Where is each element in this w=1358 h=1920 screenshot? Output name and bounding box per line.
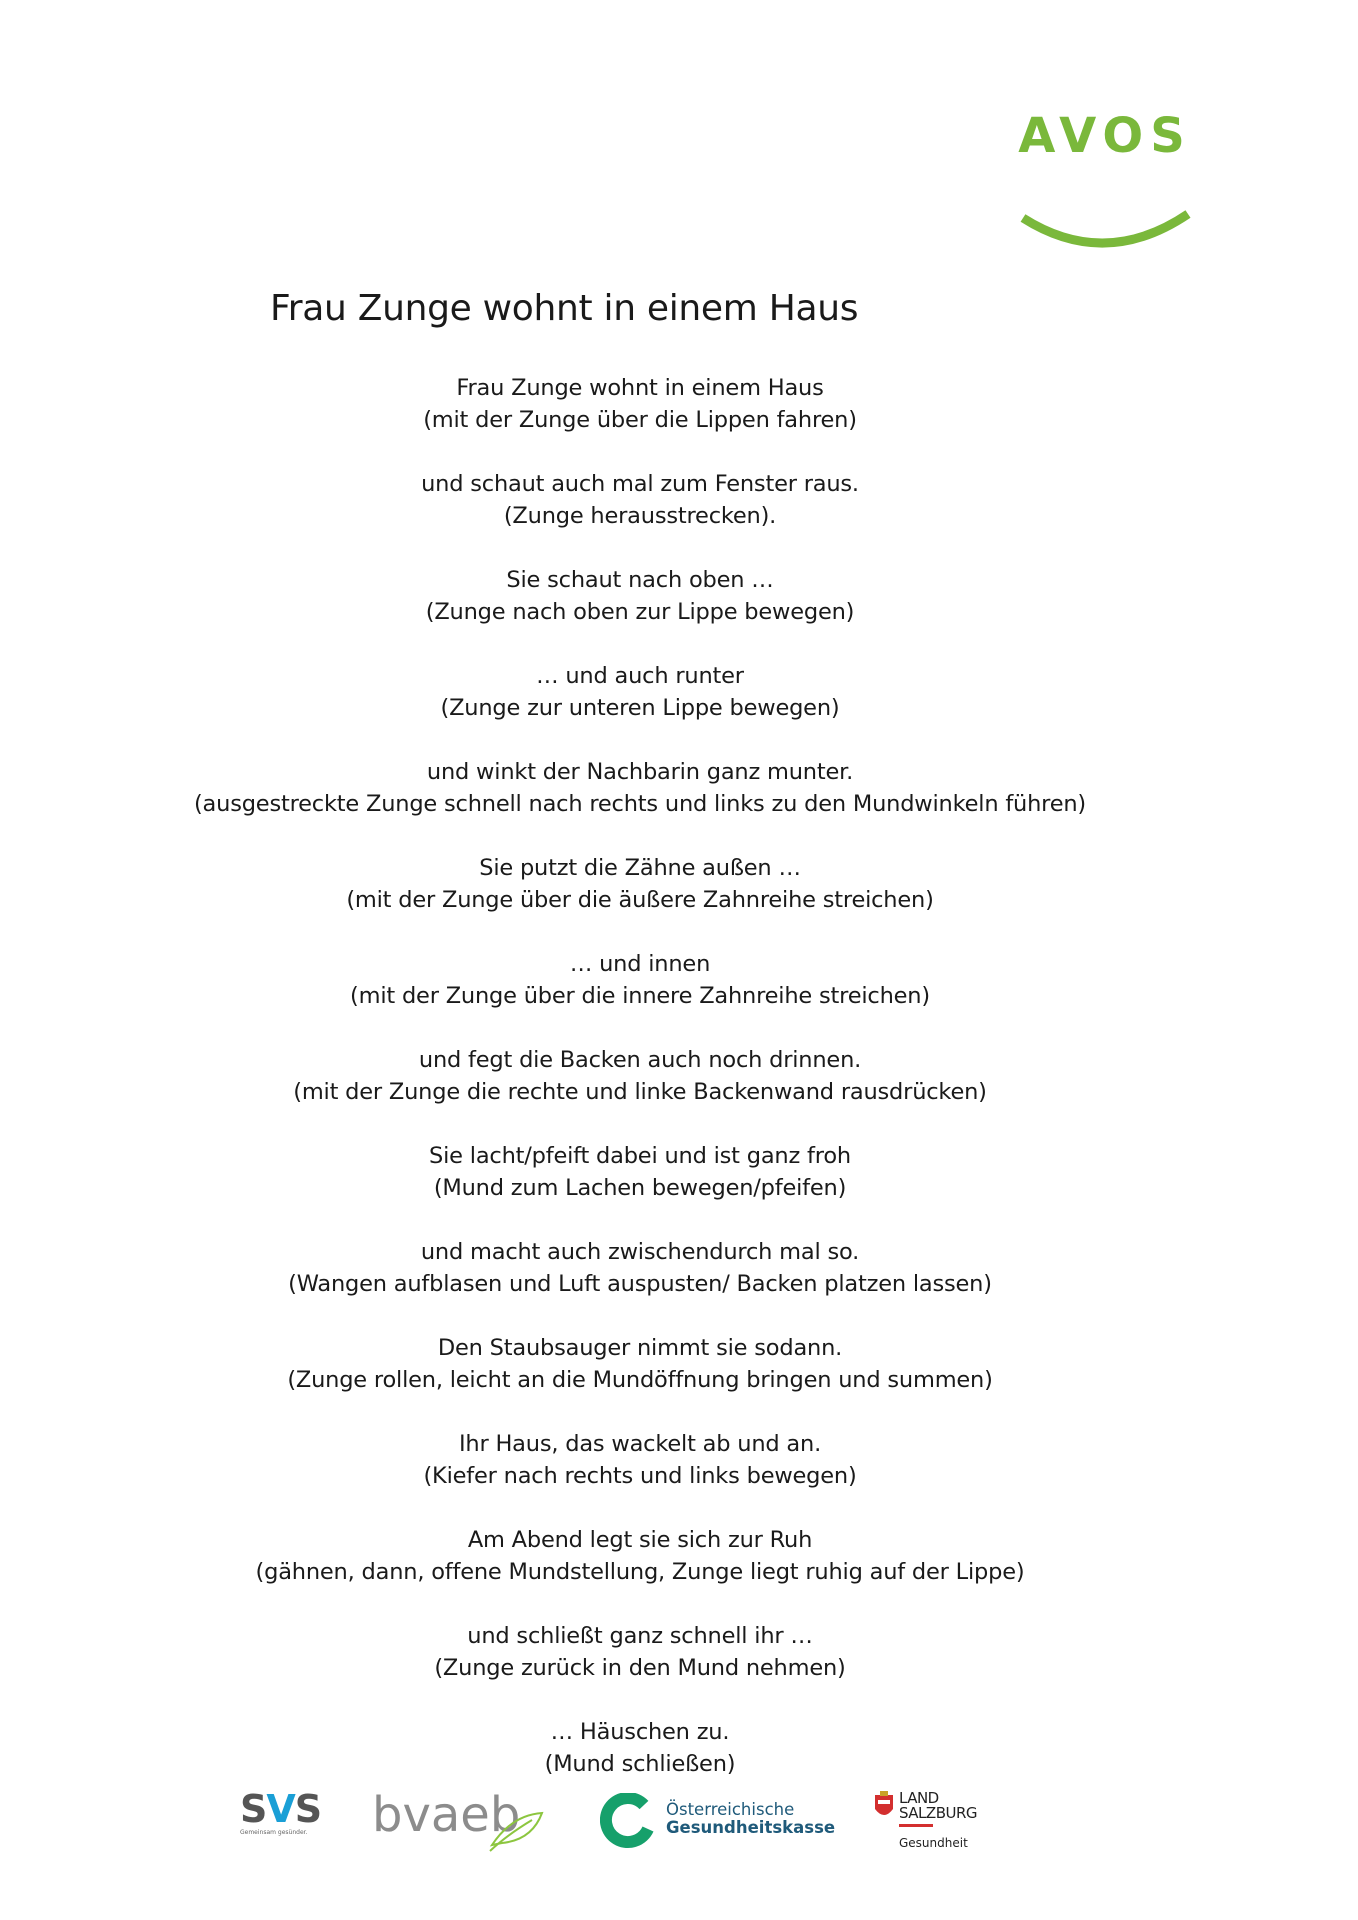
poem-stanza [90,1524,1190,1588]
poem-stanza [90,1140,1190,1204]
verse-line: Den Staubsauger nimmt sie sodann. [437,1335,843,1361]
poem-stanza [90,564,1190,628]
poem-stanza [90,468,1190,532]
svs-letter: S [240,1787,267,1831]
footer-logos [0,1785,1358,1865]
poem-stanza [90,372,1190,436]
verse-line: und winkt der Nachbarin ganz munter. [426,759,854,785]
poem [90,372,1190,1812]
poem-stanza [90,1620,1190,1684]
instruction-line: (Zunge nach oben zur Lippe bewegen) [425,599,855,625]
poem-stanza [90,948,1190,1012]
salzburg-line1: LAND [899,1789,939,1807]
poem-stanza [90,756,1190,820]
instruction-line: (Mund zum Lachen bewegen/pfeifen) [433,1175,847,1201]
svs-letter: S [294,1787,322,1831]
poem-stanza [90,1332,1190,1396]
bvaeb-text: bvaeb [372,1787,521,1843]
oegk-logo [600,1793,836,1853]
avos-wordmark: AVOS [1018,108,1192,164]
oegk-ring-icon [600,1793,656,1849]
svs-letter-v: V [266,1787,295,1831]
verse-line: Sie putzt die Zähne außen … [479,855,801,881]
verse-line: Frau Zunge wohnt in einem Haus [456,375,824,401]
svs-tagline: Gemeinsam gesünder. [240,1829,308,1836]
instruction-line: (Kiefer nach rechts und links bewegen) [423,1463,857,1489]
svs-logo [240,1789,330,1836]
bvaeb-wordmark-icon [372,1785,552,1855]
instruction-line: (mit der Zunge die rechte und linke Backenwand rausdrücken) [293,1079,987,1105]
verse-line: und fegt die Backen auch noch drinnen. [418,1047,862,1073]
land-salzburg-logo [873,1789,978,1850]
instruction-line: (ausgestreckte Zunge schnell nach rechts und links zu den Mundwinkeln führen) [193,791,1087,817]
verse-line: Am Abend legt sie sich zur Ruh [467,1527,813,1553]
page-title: Frau Zunge wohnt in einem Haus [270,288,859,329]
instruction-line: (Zunge herausstrecken). [503,503,777,529]
poem-stanza [90,1236,1190,1300]
salzburg-red-bar [899,1824,933,1827]
salzburg-line3: Gesundheit [899,1836,968,1850]
verse-line: Sie lacht/pfeift dabei und ist ganz froh [429,1143,851,1169]
instruction-line: (Wangen aufblasen und Luft auspusten/ Backen platzen lassen) [288,1271,992,1297]
verse-line: … Häuschen zu. [550,1719,730,1745]
instruction-line: (mit der Zunge über die äußere Zahnreihe streichen) [346,887,934,913]
instruction-line: (Mund schließen) [544,1751,736,1777]
poem-stanza [90,1044,1190,1108]
avos-logo [1010,110,1200,162]
instruction-line: (mit der Zunge über die innere Zahnreihe streichen) [350,983,930,1009]
salzburg-crest-icon [873,1791,895,1821]
poem-stanza [90,1428,1190,1492]
instruction-line: (Zunge zur unteren Lippe bewegen) [440,695,840,721]
oegk-line2: Gesundheitskasse [666,1818,836,1837]
poem-stanza [90,660,1190,724]
bvaeb-logo [372,1785,552,1859]
poem-stanza [90,1716,1190,1780]
instruction-line: (Zunge rollen, leicht an die Mundöffnung bringen und summen) [287,1367,993,1393]
salzburg-line2: SALZBURG [899,1804,978,1822]
instruction-line: (mit der Zunge über die Lippen fahren) [423,407,857,433]
poem-stanza [90,852,1190,916]
verse-line: Sie schaut nach oben … [506,567,774,593]
verse-line: und macht auch zwischendurch mal so. [420,1239,860,1265]
verse-line: … und auch runter [536,663,744,689]
oegk-line1: Österreichische [666,1800,795,1819]
verse-line: und schließt ganz schnell ihr … [467,1623,813,1649]
verse-line: und schaut auch mal zum Fenster raus. [421,471,859,497]
verse-line: Ihr Haus, das wackelt ab und an. [458,1431,822,1457]
instruction-line: (Zunge zurück in den Mund nehmen) [434,1655,846,1681]
smile-icon [1018,200,1193,260]
verse-line: … und innen [569,951,711,977]
instruction-line: (gähnen, dann, offene Mundstellung, Zunge liegt ruhig auf der Lippe) [255,1559,1025,1585]
